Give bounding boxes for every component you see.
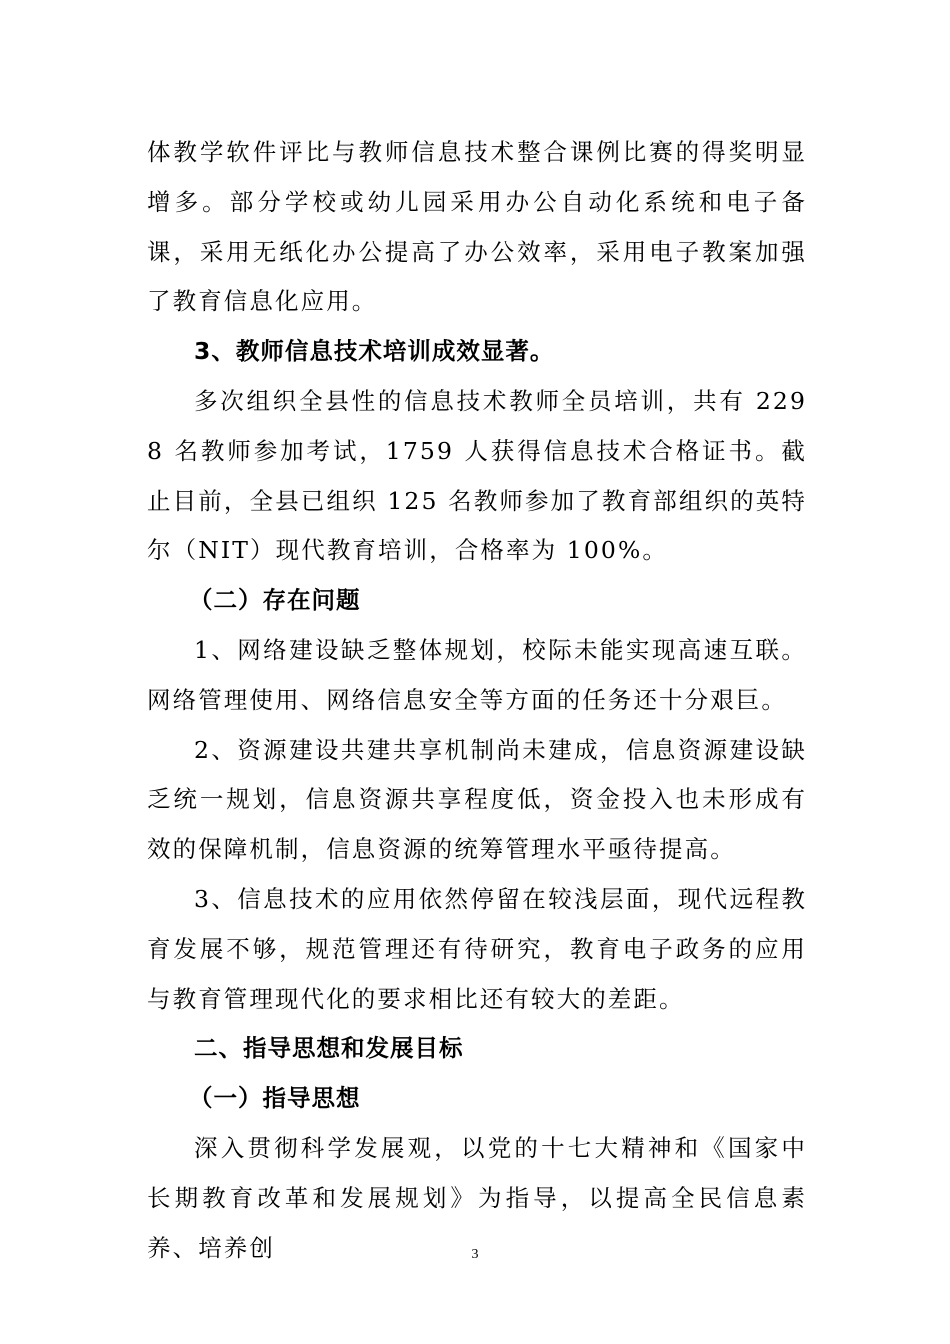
page-number: 3 bbox=[471, 1247, 479, 1262]
section-heading-guiding-ideology-goals: 二、指导思想和发展目标 bbox=[194, 1034, 464, 1063]
paragraph-guiding-ideology: 深入贯彻科学发展观，以党的十七大精神和《国家中长期教育改革和发展规划》为指导，以提高全民信息素养、培养创 bbox=[147, 1133, 807, 1262]
paragraph-training-results: 多次组织全县性的信息技术教师全员培训，共有 2298 名教师参加考试，1759 人获得信息技术合格证书。截止目前，全县已组织 125 名教师参加了教育部组织的英特尔（NIT）现代教育培训，合格率为 100%。 bbox=[147, 386, 807, 565]
paragraph-problem-1: 1、网络建设缺乏整体规划，校际未能实现高速互联。网络管理使用、网络信息安全等方面的任务还十分艰巨。 bbox=[147, 635, 807, 714]
paragraph-problem-2: 2、资源建设共建共享机制尚未建成，信息资源建设缺乏统一规划，信息资源共享程度低，资金投入也未形成有效的保障机制，信息资源的统筹管理水平亟待提高。 bbox=[147, 735, 807, 864]
section-heading-guiding-ideology: （一）指导思想 bbox=[189, 1084, 361, 1113]
section-heading-teacher-training: 3、教师信息技术培训成效显著。 bbox=[194, 337, 555, 366]
document-body bbox=[147, 128, 807, 1273]
section-heading-existing-problems: （二）存在问题 bbox=[189, 586, 361, 615]
paragraph-problem-3: 3、信息技术的应用依然停留在较浅层面，现代远程教育发展不够，规范管理还有待研究，教育电子政务的应用与教育管理现代化的要求相比还有较大的差距。 bbox=[147, 884, 807, 1013]
paragraph-continuation: 体教学软件评比与教师信息技术整合课例比赛的得奖明显增多。部分学校或幼儿园采用办公自动化系统和电子备课，采用无纸化办公提高了办公效率，采用电子教案加强了教育信息化应用。 bbox=[147, 138, 807, 316]
